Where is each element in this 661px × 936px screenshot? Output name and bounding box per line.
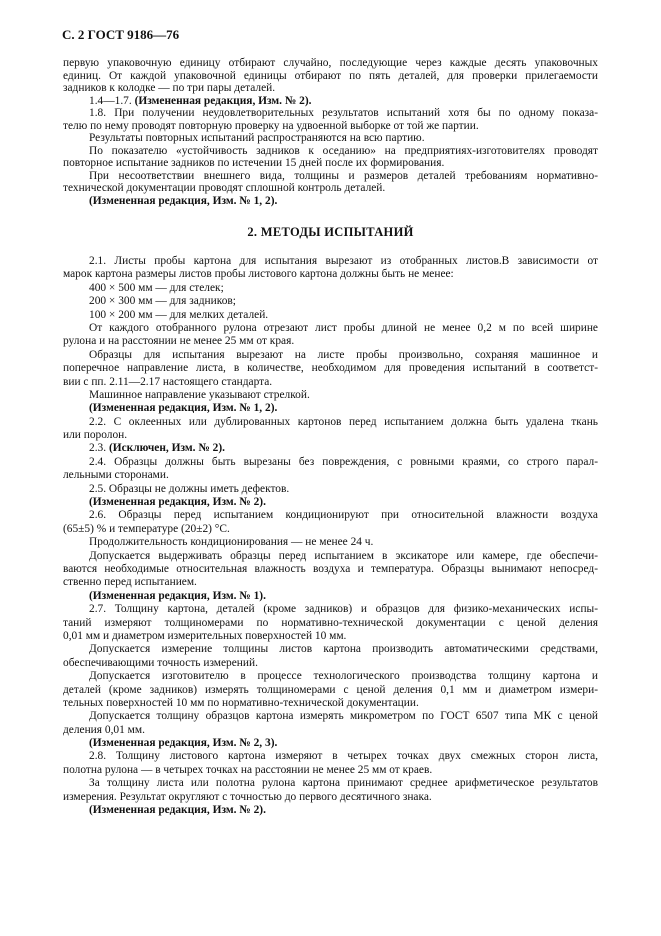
- amendment-note: (Измененная редакция, Изм. № 1).: [89, 589, 266, 602]
- amendment-note: (Измененная редакция, Изм. № 2).: [134, 94, 312, 107]
- text-line: Допускается выдерживать образцы перед испытанием в эксикаторе или камере, где обеспечи-: [89, 549, 598, 562]
- amendment-note: (Измененная редакция, Изм. № 1, 2).: [89, 195, 278, 208]
- text-line: задников к колодке — по три пары деталей.: [63, 82, 276, 95]
- text-line: 2.7. Толщину картона, деталей (кроме задников) и образцов для физико-механических испы-: [89, 603, 598, 616]
- text-line: При несоответствии внешнего вида, толщины и размеров деталей требованиям нормативно-: [89, 169, 598, 182]
- amendment-note: (Измененная редакция, Изм. № 2).: [89, 496, 266, 509]
- text-line: 2.1. Листы пробы картона для испытания вырезают из отобранных листов.В зависимости от: [89, 255, 598, 267]
- text-line: 2.2. С оклеенных или дублированных картонов перед испытанием должна быть удалена ткань: [89, 415, 598, 428]
- text-line: полотна рулона — в четырех точках на расстоянии не менее 25 мм от краев.: [63, 763, 433, 776]
- text-line: Продолжительность кондиционирования — не менее 24 ч.: [89, 536, 374, 549]
- text-line: вии с пп. 2.11—2.17 настоящего стандарта.: [63, 375, 273, 388]
- text-line: 100 × 200 мм — для мелких деталей.: [89, 308, 269, 321]
- text-line: Результаты повторных испытаний распространяются на всю партию.: [89, 132, 425, 145]
- text-line: таний измеряют толщиномерами по нормативно-технической документации с ценой деления: [63, 616, 598, 629]
- text-line: обеспечивающими точность измерений.: [63, 656, 258, 669]
- amendment-note: (Измененная редакция, Изм. № 1, 2).: [89, 402, 278, 415]
- text-line: лельными сторонами.: [63, 469, 169, 482]
- text-line: телю по нему проводят повторную проверку на удвоенной выборке от той же партии.: [63, 119, 479, 132]
- text-line: 0,01 мм и диаметром измерительных поверхностей 10 мм.: [63, 629, 347, 642]
- amendment-note: (Измененная редакция, Изм. № 2).: [89, 804, 266, 817]
- text-line: 2.5. Образцы не должны иметь дефектов.: [89, 482, 290, 495]
- text-line: марок картона размеры листов пробы листового картона должны быть не менее:: [63, 268, 454, 281]
- text-line: 2.6. Образцы перед испытанием кондиционируют при относительной влажности воздуха: [89, 509, 598, 522]
- text-line: первую упаковочную единицу отбирают случайно, последующие через каждые десять упаковочных: [63, 57, 598, 69]
- text-line: 2.4. Образцы должны быть вырезаны без повреждения, с ровными краями, со строго парал-: [89, 455, 598, 468]
- text-line: ваются необходимые относительная влажность воздуха и температура. Образцы вынимают непосред-: [63, 562, 598, 575]
- text-line: За толщину листа или полотна рулона картона принимают среднее арифметическое результатов: [89, 777, 598, 790]
- text-line: 1.8. При получении неудовлетворительных результатов испытаний хотя бы по одному показа-: [89, 107, 598, 120]
- text-line: рулона и на расстоянии не менее 25 мм от края.: [63, 335, 295, 348]
- section-1-continuation: [63, 57, 598, 208]
- text-line: (65±5) % и температуре (20±2) °С.: [63, 522, 230, 535]
- text-line: 200 × 300 мм — для задников;: [89, 295, 236, 308]
- amendment-note: (Измененная редакция, Изм. № 2, 3).: [89, 737, 278, 750]
- text-line: Образцы для испытания вырезают на листе пробы произвольно, сохраняя машинное и: [89, 348, 598, 361]
- text-line: 400 × 500 мм — для стелек;: [89, 281, 224, 294]
- text-line: единиц. От каждой упаковочной единицы отбирают по пять деталей, для проверки прилегаемости: [63, 69, 598, 82]
- text-line: или поролон.: [63, 429, 128, 442]
- text-line: деталей (кроме задников) измерять толщиномерами с ценой деления 0,1 мм и диаметром измери-: [63, 683, 598, 696]
- section-2-test-methods: [63, 255, 598, 817]
- text-line: технической документации проводят сплошной контроль деталей.: [63, 182, 386, 195]
- amendment-note: (Исключен, Изм. № 2).: [108, 442, 225, 455]
- text-line: повторное испытание задников по истечении 15 дней после их формирования.: [63, 157, 445, 170]
- clause-number: 1.4—1.7.: [89, 94, 135, 107]
- text-line: измерения. Результат округляют с точностью до первого десятичного знака.: [63, 790, 432, 803]
- text-line: тельных поверхностей 10 мм по нормативно-технической документации.: [63, 696, 419, 709]
- section-heading: 2. МЕТОДЫ ИСПЫТАНИЙ: [247, 225, 414, 239]
- text-line: Машинное направление указывают стрелкой.: [89, 388, 310, 401]
- text-line: поперечное направление листа, в количестве, необходимом для проведения испытаний в соответст-: [63, 362, 598, 375]
- text-line: 2.8. Толщину листового картона измеряют в четырех точках двух смежных сторон листа,: [89, 750, 598, 763]
- text-line: Допускается измерение толщины листов картона производить автоматическими средствами,: [89, 643, 598, 656]
- text-line: Допускается толщину образцов картона измерять микрометром по ГОСТ 6507 типа МК с ценой: [89, 710, 598, 723]
- text-line: По показателю «устойчивость задников к оседанию» на предприятиях-изготовителях проводят: [89, 144, 598, 157]
- text-line: [63, 442, 598, 455]
- text-line: От каждого отобранного рулона отрезают лист пробы длиной не менее 0,2 м по всей ширине: [89, 321, 598, 334]
- page-header: С. 2 ГОСТ 9186—76: [62, 27, 180, 42]
- text-line: ственно перед испытанием.: [63, 576, 197, 589]
- clause-number: 2.3.: [89, 442, 109, 455]
- text-line: деления 0,01 мм.: [63, 723, 145, 736]
- text-line: Допускается изготовителю в процессе технологического производства толщину картона и: [89, 670, 598, 683]
- text-line: [63, 95, 598, 108]
